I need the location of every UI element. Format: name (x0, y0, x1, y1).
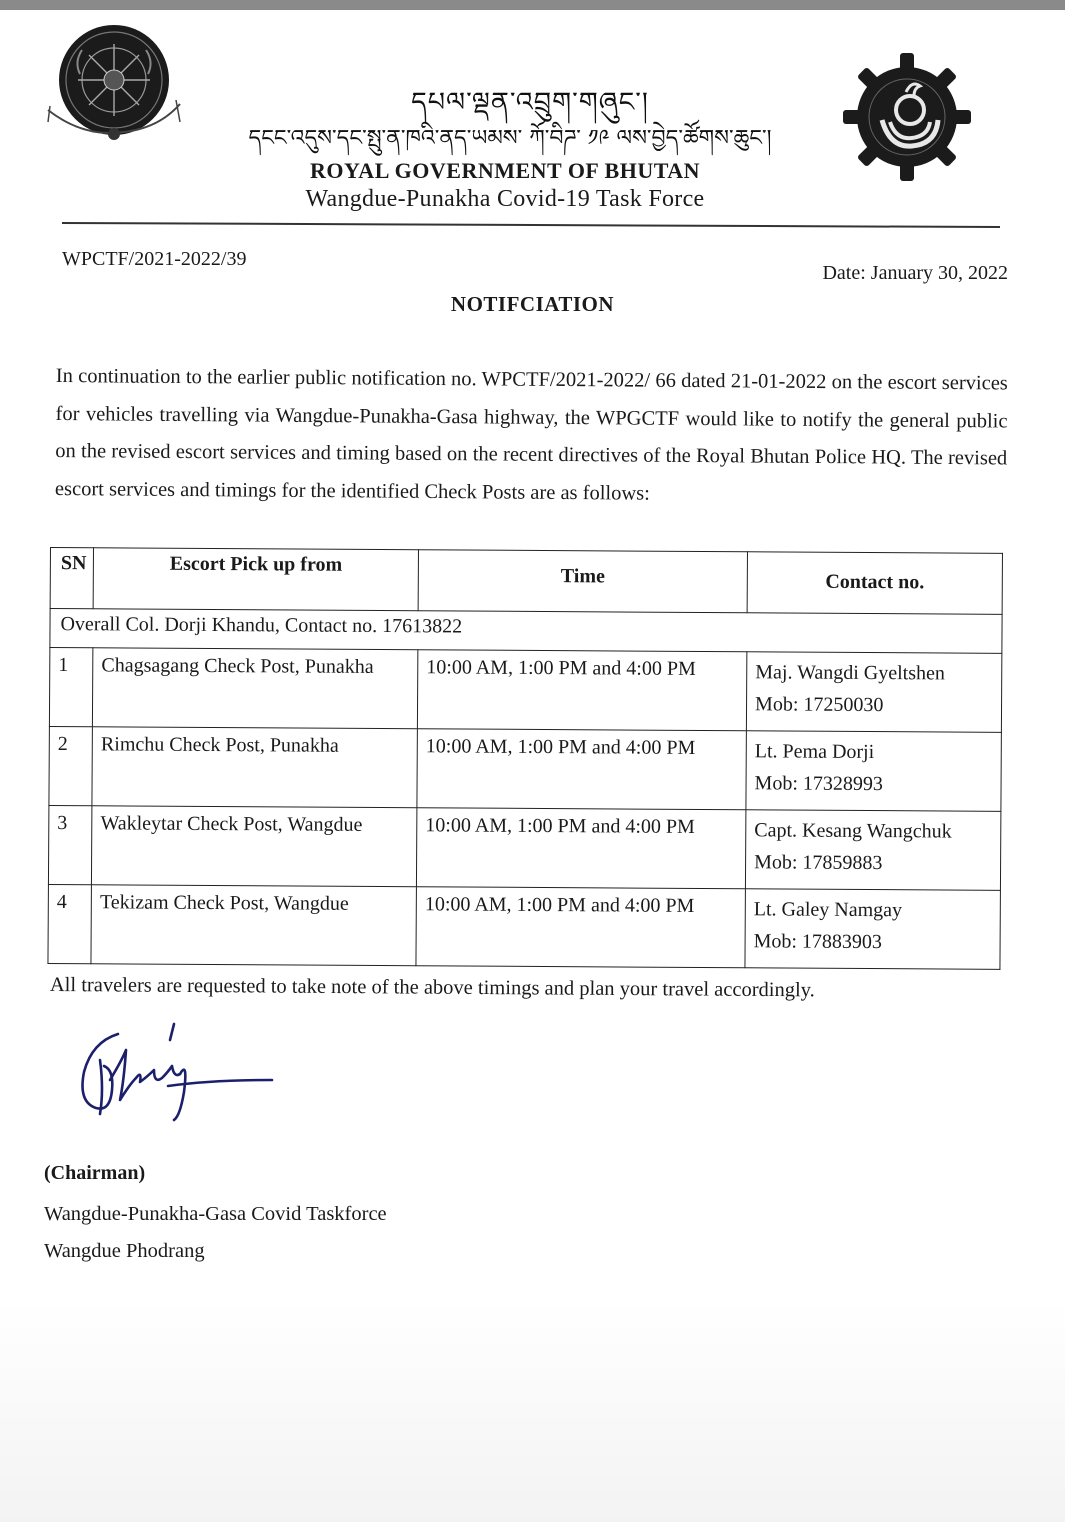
document-title: NOTIFCIATION (450, 292, 615, 316)
chairman-signature (70, 1020, 280, 1130)
top-border-strip (0, 0, 1065, 10)
contact-name: Maj. Wangdi Gyeltshen (755, 661, 945, 685)
contact-mobile: Mob: 17250030 (755, 693, 884, 717)
row-time: 10:00 AM, 1:00 PM and 4:00 PM (416, 808, 745, 889)
row-contact (745, 810, 1000, 891)
royal-emblem-icon (44, 22, 194, 152)
closing-note: All travelers are requested to take note of the above timings and plan your travel accordingly. (49, 974, 815, 1002)
row-place: Tekizam Check Post, Wangdue (91, 885, 416, 966)
contact-mobile: Mob: 17859883 (754, 851, 883, 875)
government-name: ROYAL GOVERNMENT OF BHUTAN (309, 158, 701, 183)
reference-number: WPCTF/2021-2022/39 (62, 248, 247, 270)
contact-name: Lt. Pema Dorji (754, 740, 875, 764)
row-sn: 4 (48, 884, 92, 963)
overall-row (50, 609, 1002, 654)
header-pickup: Escort Pick up from (93, 548, 418, 611)
signatory-title: (Chairman) (44, 1162, 146, 1184)
header-divider (62, 222, 1000, 228)
signatory-organization: Wangdue-Punakha-Gasa Covid Taskforce (44, 1203, 387, 1225)
row-time: 10:00 AM, 1:00 PM and 4:00 PM (416, 887, 745, 968)
task-force-name: Wangdue-Punakha Covid-19 Task Force (305, 186, 705, 212)
escort-schedule-table (47, 547, 1003, 970)
row-place: Chagsagang Check Post, Punakha (93, 648, 418, 729)
page-shadow (0, 1300, 1065, 1522)
document-date: Date: January 30, 2022 (822, 262, 1008, 284)
row-sn: 2 (49, 726, 93, 805)
header-contact: Contact no. (747, 552, 1002, 615)
signatory-place: Wangdue Phodrang (44, 1240, 205, 1262)
contact-name: Lt. Galey Namgay (753, 898, 903, 922)
row-contact (745, 889, 1000, 970)
header-sn: SN (50, 548, 94, 609)
table-row (49, 648, 1001, 733)
contact-name: Capt. Kesang Wangchuk (754, 819, 952, 843)
row-sn: 1 (49, 648, 93, 727)
contact-mobile: Mob: 17328993 (754, 772, 883, 796)
dharma-wheel-seal-icon (842, 52, 972, 182)
row-time: 10:00 AM, 1:00 PM and 4:00 PM (417, 650, 746, 731)
body-paragraph: In continuation to the earlier public notification no. WPCTF/2021-2022/ 66 dated 21-01-2022 on the escort services for vehicles travelling via Wangdue-Punakha-Gasa highway, the WPGCTF would like to notify the general public on the revised escort services and timing based on the recent directives of the Royal Bhutan Police HQ. The revised escort services and timings for the identified Check Posts are as follows: (54, 364, 1008, 505)
row-time: 10:00 AM, 1:00 PM and 4:00 PM (417, 729, 746, 810)
overall-incharge: Overall Col. Dorji Khandu, Contact no. 17613822 (50, 609, 1002, 654)
row-place: Wakleytar Check Post, Wangdue (92, 806, 417, 887)
table-header-row (50, 548, 1002, 615)
table-row (49, 726, 1001, 811)
row-contact (746, 652, 1001, 733)
header-time: Time (418, 550, 747, 613)
table-row (48, 884, 1000, 969)
table-row (48, 805, 1000, 890)
row-place: Rimchu Check Post, Punakha (92, 727, 417, 808)
dzongkha-government-title: དཔལ་ལྡན་འབྲུག་གཞུང་། (411, 87, 649, 118)
contact-mobile: Mob: 17883903 (753, 930, 883, 954)
row-contact (746, 731, 1001, 812)
row-sn: 3 (48, 805, 92, 884)
dzongkha-task-force-title: དངང་འདུས་དང་སྤུ་ན་ཁའི་ནད་ཡམས་ ཀོ་བིཌ་ ༡༩ ལས་བྱེད་ཚོགས་ཆུང་། (248, 126, 772, 151)
